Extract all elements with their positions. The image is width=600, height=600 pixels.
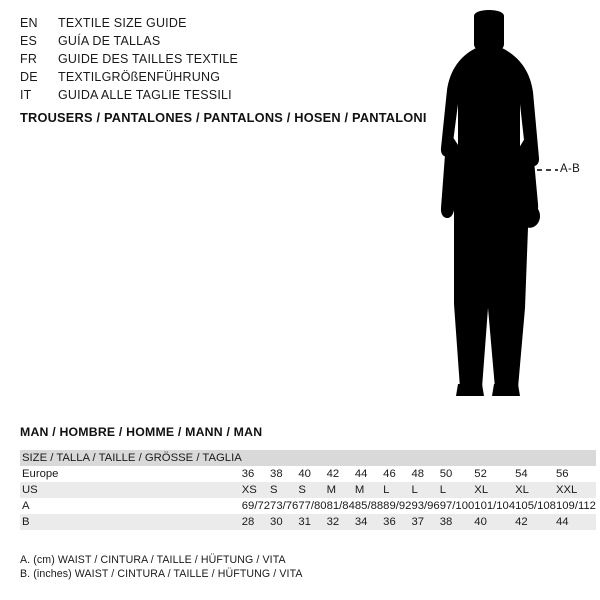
language-code: IT — [20, 88, 32, 102]
cell: 42 — [515, 514, 556, 530]
cell — [270, 450, 298, 466]
table-row — [20, 482, 596, 498]
table-row — [20, 514, 596, 530]
language-code: FR — [20, 52, 38, 66]
cell: 101/104 — [474, 500, 516, 512]
cell: 38 — [270, 468, 283, 480]
table-row — [20, 498, 596, 514]
cell: XXL — [556, 482, 596, 498]
cell: 38 — [440, 514, 475, 530]
language-text: GUIDA ALLE TAGLIE TESSILI — [58, 88, 232, 102]
cell: 73/76 — [270, 500, 299, 512]
footnote-a: A. (cm) WAIST / CINTURA / TAILLE / HÜFTUNG / VITA — [20, 554, 286, 566]
cell: 30 — [270, 514, 298, 530]
cell — [355, 450, 383, 466]
cell — [383, 450, 411, 466]
cell: L — [440, 482, 475, 498]
cell: 31 — [298, 514, 326, 530]
row-label: SIZE / TALLA / TAILLE / GRÖSSE / TAGLIA — [22, 452, 242, 464]
cell — [556, 450, 596, 466]
cell: 81/84 — [326, 500, 355, 512]
size-table — [20, 450, 596, 530]
cell: 89/92 — [383, 500, 412, 512]
cell: M — [355, 482, 383, 498]
cell — [327, 450, 355, 466]
cell: 109/112 — [555, 500, 596, 512]
footnotes-block — [20, 553, 303, 581]
cell: S — [270, 482, 298, 498]
cell: 50 — [439, 468, 453, 480]
cell: 69/72 — [241, 500, 271, 512]
man-silhouette-icon — [400, 8, 600, 408]
cell: 42 — [326, 468, 340, 480]
measure-label-ab: A-B — [560, 163, 581, 175]
cell: 40 — [298, 468, 311, 480]
language-code: DE — [20, 70, 38, 84]
cell: 97/100 — [439, 500, 475, 512]
cell: XL — [474, 482, 515, 498]
cell: L — [411, 482, 439, 498]
row-label: Europe — [22, 468, 59, 480]
cell — [411, 450, 439, 466]
cell: 32 — [327, 514, 355, 530]
cell: 56 — [555, 468, 569, 480]
cell: L — [383, 482, 411, 498]
language-row — [20, 88, 360, 106]
cell: 105/108 — [515, 500, 556, 512]
cell: 46 — [383, 468, 396, 480]
garment-type-title: TROUSERS / PANTALONES / PANTALONS / HOSEN / PANTALONI — [20, 110, 427, 125]
cell — [242, 450, 270, 466]
language-row — [20, 70, 360, 88]
cell: 54 — [515, 468, 528, 480]
cell: 28 — [242, 514, 270, 530]
cell: 93/96 — [411, 500, 440, 512]
cell — [298, 450, 326, 466]
cell: 37 — [411, 514, 439, 530]
language-text: TEXTILE SIZE GUIDE — [58, 16, 187, 30]
cell: 44 — [556, 514, 596, 530]
cell: 40 — [474, 514, 515, 530]
cell: 52 — [474, 468, 487, 480]
language-row — [20, 16, 360, 34]
row-label: B — [20, 514, 242, 530]
figure-illustration — [400, 8, 600, 408]
language-text: TEXTILGRÖßENFÜHRUNG — [58, 70, 221, 84]
row-label: A — [22, 500, 30, 512]
language-text: GUÍA DE TALLAS — [58, 34, 161, 48]
language-row — [20, 34, 360, 52]
table-section-title: MAN / HOMBRE / HOMME / MANN / MAN — [20, 425, 263, 439]
language-code: EN — [20, 16, 38, 30]
language-row — [20, 52, 360, 70]
cell: 77/80 — [298, 500, 327, 512]
cell: XS — [242, 482, 270, 498]
language-code: ES — [20, 34, 38, 48]
cell — [440, 450, 475, 466]
cell — [474, 450, 515, 466]
cell: 48 — [411, 468, 425, 480]
cell: 36 — [241, 468, 255, 480]
cell: 85/88 — [354, 500, 384, 512]
cell: 44 — [354, 468, 368, 480]
language-text: GUIDE DES TAILLES TEXTILE — [58, 52, 239, 66]
footnote-b: B. (inches) WAIST / CINTURA / TAILLE / HÜFTUNG / VITA — [20, 568, 303, 580]
table-row — [20, 466, 596, 482]
cell: S — [298, 482, 326, 498]
row-label: US — [20, 482, 242, 498]
cell: XL — [515, 482, 556, 498]
cell: 36 — [383, 514, 411, 530]
language-header-block — [20, 16, 360, 106]
cell: M — [327, 482, 355, 498]
cell — [515, 450, 556, 466]
cell: 34 — [355, 514, 383, 530]
table-row — [20, 450, 596, 466]
